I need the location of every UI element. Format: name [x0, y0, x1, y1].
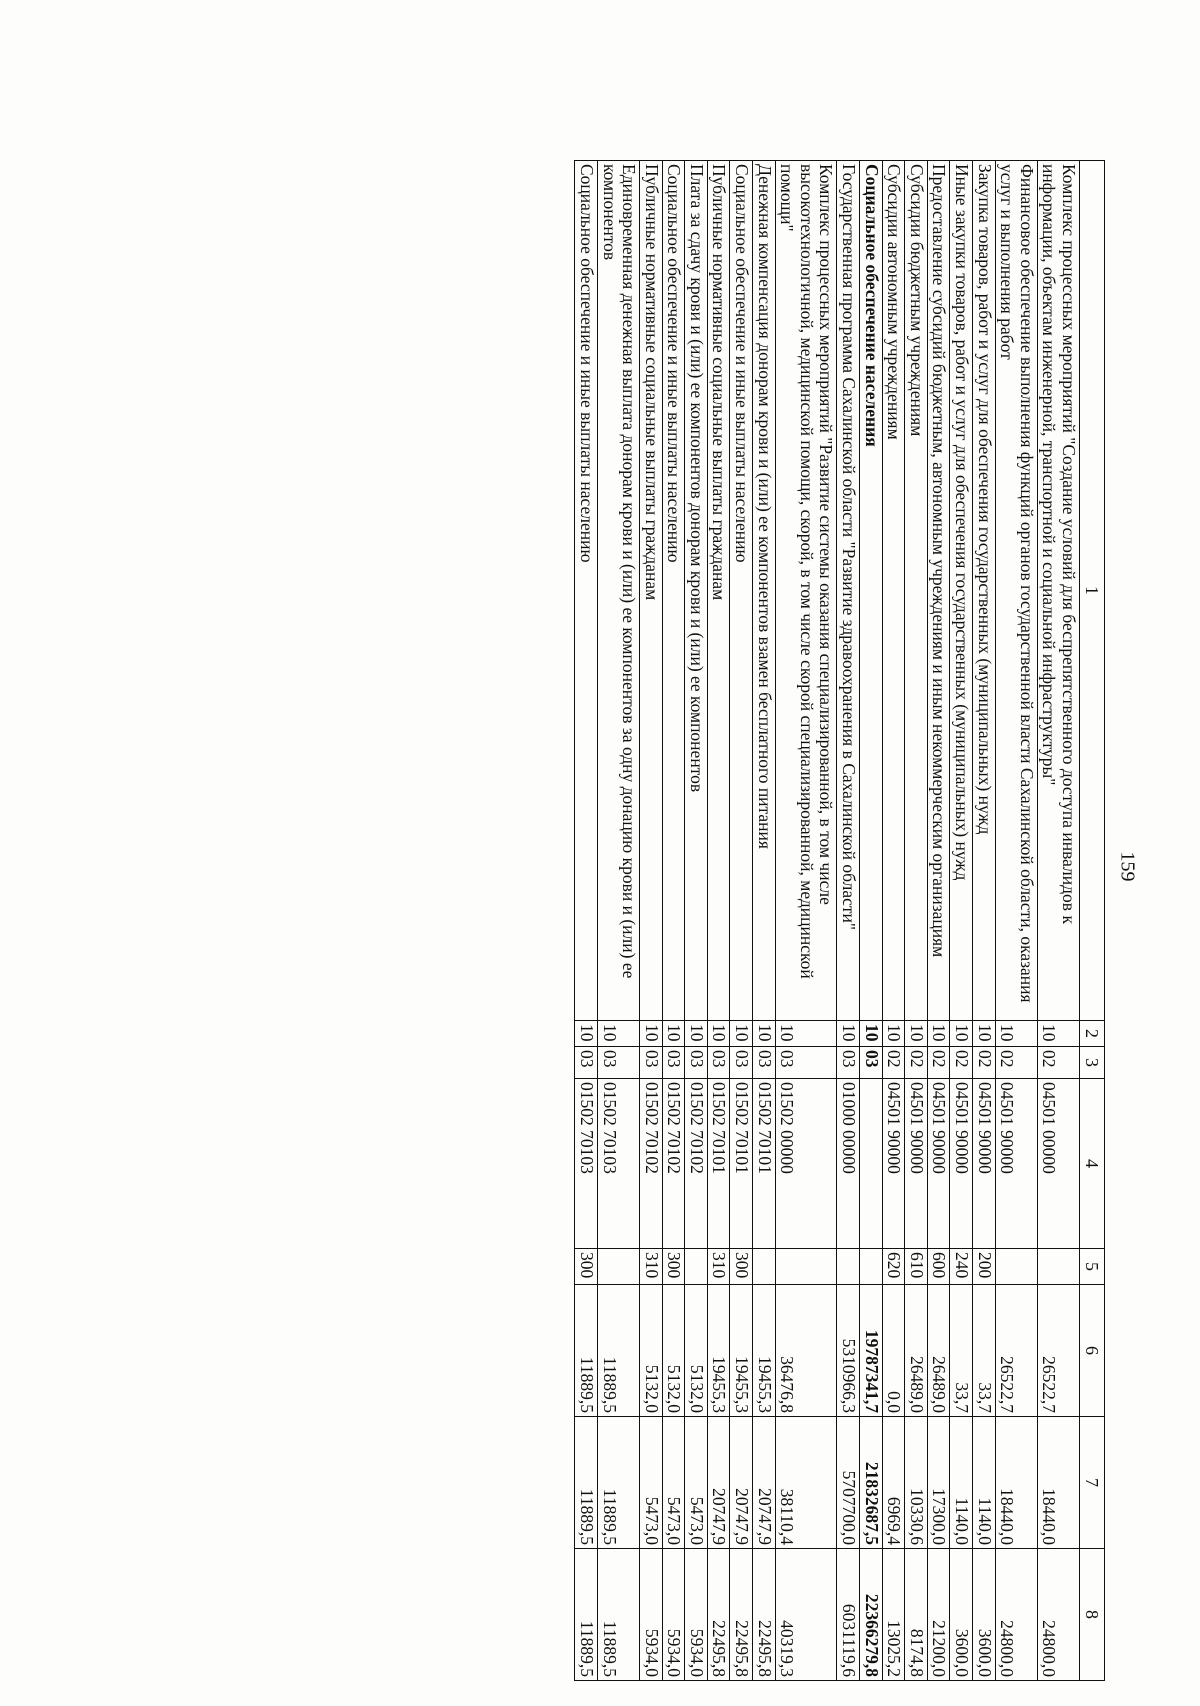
row-subsection-cell: 03: [575, 1047, 598, 1079]
row-expense-type-cell: 620: [882, 1249, 905, 1285]
row-amount-year1-cell: 0,0: [882, 1285, 905, 1417]
header-col-3: 3: [1080, 1047, 1105, 1079]
row-section-cell: 10: [950, 1021, 973, 1047]
row-target-article-cell: 01502 70101: [730, 1079, 753, 1249]
row-amount-year2-cell: 5473,0: [640, 1417, 663, 1549]
row-amount-year3-cell: 11889,5: [575, 1549, 598, 1681]
row-amount-year1-cell: 5132,0: [685, 1285, 708, 1417]
table-row: [685, 161, 708, 1681]
row-amount-year2-cell: 11889,5: [575, 1417, 598, 1549]
row-amount-year1-cell: 19787341,7: [860, 1285, 883, 1417]
row-section-cell: 10: [860, 1021, 883, 1047]
row-section-cell: 10: [730, 1021, 753, 1047]
row-subsection-cell: 02: [973, 1047, 996, 1079]
row-amount-year3-cell: 24800,0: [1037, 1549, 1079, 1681]
row-name-cell: Публичные нормативные социальные выплаты гражданам: [640, 161, 663, 1021]
row-name-cell: Государственная программа Сахалинской области "Развитие здравоохранения в Сахалинской области": [837, 161, 860, 1021]
row-amount-year2-cell: 5473,0: [685, 1417, 708, 1549]
row-section-cell: 10: [707, 1021, 730, 1047]
row-section-cell: 10: [995, 1021, 1037, 1047]
table-row: [905, 161, 928, 1681]
row-amount-year2-cell: 20747,9: [707, 1417, 730, 1549]
page-number: 159: [1116, 851, 1139, 882]
row-amount-year1-cell: 5310966,3: [837, 1285, 860, 1417]
row-expense-type-cell: 610: [905, 1249, 928, 1285]
table-row: [707, 161, 730, 1681]
row-amount-year2-cell: 21832687,5: [860, 1417, 883, 1549]
row-section-cell: 10: [837, 1021, 860, 1047]
row-expense-type-cell: [1037, 1249, 1079, 1285]
row-name-cell: Плата за сдачу крови и (или) ее компонентов донорам крови и (или) ее компонентов: [685, 161, 708, 1021]
table-row: [753, 161, 776, 1681]
row-target-article-cell: 04501 00000: [1037, 1079, 1079, 1249]
row-amount-year3-cell: 22495,8: [707, 1549, 730, 1681]
row-amount-year1-cell: 33,7: [950, 1285, 973, 1417]
row-amount-year3-cell: 3600,0: [950, 1549, 973, 1681]
row-amount-year1-cell: 19455,3: [753, 1285, 776, 1417]
header-col-1: 1: [1080, 161, 1105, 1021]
row-amount-year2-cell: 20747,9: [730, 1417, 753, 1549]
row-section-cell: 10: [775, 1021, 837, 1047]
row-target-article-cell: 01502 70101: [753, 1079, 776, 1249]
table-row: [927, 161, 950, 1681]
row-amount-year1-cell: 5132,0: [662, 1285, 685, 1417]
row-amount-year3-cell: 11889,5: [597, 1549, 639, 1681]
row-amount-year3-cell: 21200,0: [927, 1549, 950, 1681]
row-target-article-cell: 04501 90000: [882, 1079, 905, 1249]
row-amount-year1-cell: 26522,7: [995, 1285, 1037, 1417]
table-row: [950, 161, 973, 1681]
row-expense-type-cell: [860, 1249, 883, 1285]
row-amount-year3-cell: 3600,0: [973, 1549, 996, 1681]
row-amount-year1-cell: 19455,3: [730, 1285, 753, 1417]
row-expense-type-cell: [597, 1249, 639, 1285]
row-section-cell: 10: [640, 1021, 663, 1047]
row-subsection-cell: 03: [640, 1047, 663, 1079]
budget-table: [574, 160, 1105, 1681]
row-name-cell: Иные закупки товаров, работ и услуг для обеспечения государственных (муниципальных) нужд: [950, 161, 973, 1021]
row-name-cell: Социальное обеспечение и иные выплаты населению: [662, 161, 685, 1021]
row-amount-year3-cell: 24800,0: [995, 1549, 1037, 1681]
row-name-cell: Социальное обеспечение и иные выплаты населению: [730, 161, 753, 1021]
table-row: [837, 161, 860, 1681]
row-name-cell: Публичные нормативные социальные выплаты гражданам: [707, 161, 730, 1021]
row-section-cell: 10: [575, 1021, 598, 1047]
table-body: [575, 161, 1080, 1681]
row-target-article-cell: 01502 70102: [685, 1079, 708, 1249]
row-subsection-cell: 02: [905, 1047, 928, 1079]
table-row: [597, 161, 639, 1681]
row-amount-year1-cell: 11889,5: [575, 1285, 598, 1417]
row-name-cell: Закупка товаров, работ и услуг для обеспечения государственных (муниципальных) нужд: [973, 161, 996, 1021]
row-subsection-cell: 02: [995, 1047, 1037, 1079]
row-subsection-cell: 02: [950, 1047, 973, 1079]
header-col-7: 7: [1080, 1417, 1105, 1549]
table-row: [575, 161, 598, 1681]
row-target-article-cell: 04501 90000: [973, 1079, 996, 1249]
row-target-article-cell: 01502 70102: [662, 1079, 685, 1249]
rotated-table-container: [95, 160, 1105, 1680]
row-subsection-cell: 02: [1037, 1047, 1079, 1079]
row-amount-year3-cell: 22495,8: [730, 1549, 753, 1681]
row-amount-year3-cell: 8174,8: [905, 1549, 928, 1681]
row-name-cell: Субсидии автономным учреждениям: [882, 161, 905, 1021]
row-amount-year1-cell: 26489,0: [905, 1285, 928, 1417]
row-name-cell: Единовременная денежная выплата донорам крови и (или) ее компонентов за одну донацию крови и (или) ее компонентов: [597, 161, 639, 1021]
table-row: [995, 161, 1037, 1681]
row-name-cell: Предоставление субсидий бюджетным, автономным учреждениям и иным некоммерческим организациям: [927, 161, 950, 1021]
row-amount-year1-cell: 33,7: [973, 1285, 996, 1417]
row-expense-type-cell: 240: [950, 1249, 973, 1285]
row-amount-year3-cell: 5934,0: [662, 1549, 685, 1681]
row-amount-year2-cell: 1140,0: [950, 1417, 973, 1549]
row-amount-year1-cell: 19455,3: [707, 1285, 730, 1417]
row-amount-year2-cell: 5473,0: [662, 1417, 685, 1549]
row-subsection-cell: 03: [685, 1047, 708, 1079]
row-subsection-cell: 02: [882, 1047, 905, 1079]
row-subsection-cell: 03: [753, 1047, 776, 1079]
row-target-article-cell: 04501 90000: [995, 1079, 1037, 1249]
row-expense-type-cell: 310: [640, 1249, 663, 1285]
row-amount-year3-cell: 40319,3: [775, 1549, 837, 1681]
row-expense-type-cell: 310: [707, 1249, 730, 1285]
row-amount-year3-cell: 13025,2: [882, 1549, 905, 1681]
row-target-article-cell: 01502 70103: [575, 1079, 598, 1249]
row-target-article-cell: 01502 00000: [775, 1079, 837, 1249]
row-subsection-cell: 03: [662, 1047, 685, 1079]
row-section-cell: 10: [905, 1021, 928, 1047]
row-amount-year2-cell: 20747,9: [753, 1417, 776, 1549]
row-subsection-cell: 03: [837, 1047, 860, 1079]
row-subsection-cell: 03: [730, 1047, 753, 1079]
header-row: [1080, 161, 1105, 1681]
table-row: [882, 161, 905, 1681]
row-amount-year1-cell: 26489,0: [927, 1285, 950, 1417]
table-row: [973, 161, 996, 1681]
row-expense-type-cell: [837, 1249, 860, 1285]
row-amount-year2-cell: 18440,0: [995, 1417, 1037, 1549]
row-amount-year2-cell: 17300,0: [927, 1417, 950, 1549]
row-expense-type-cell: 300: [662, 1249, 685, 1285]
row-amount-year3-cell: 22366279,8: [860, 1549, 883, 1681]
row-amount-year2-cell: 18440,0: [1037, 1417, 1079, 1549]
row-expense-type-cell: [685, 1249, 708, 1285]
row-name-cell: Субсидии бюджетным учреждениям: [905, 161, 928, 1021]
row-amount-year2-cell: 38110,4: [775, 1417, 837, 1549]
header-col-4: 4: [1080, 1079, 1105, 1249]
row-section-cell: 10: [597, 1021, 639, 1047]
row-section-cell: 10: [753, 1021, 776, 1047]
header-col-6: 6: [1080, 1285, 1105, 1417]
row-expense-type-cell: 300: [730, 1249, 753, 1285]
row-amount-year3-cell: 6031119,6: [837, 1549, 860, 1681]
table-row: [775, 161, 837, 1681]
row-amount-year2-cell: 10330,6: [905, 1417, 928, 1549]
row-subsection-cell: 03: [707, 1047, 730, 1079]
table-row: [662, 161, 685, 1681]
table-row: [640, 161, 663, 1681]
row-section-cell: 10: [662, 1021, 685, 1047]
row-section-cell: 10: [882, 1021, 905, 1047]
row-amount-year1-cell: 5132,0: [640, 1285, 663, 1417]
row-name-cell: Денежная компенсация донорам крови и (или) ее компонентов взамен бесплатного питания: [753, 161, 776, 1021]
row-section-cell: 10: [685, 1021, 708, 1047]
row-amount-year2-cell: 6969,4: [882, 1417, 905, 1549]
row-target-article-cell: 01000 00000: [837, 1079, 860, 1249]
row-target-article-cell: 04501 90000: [927, 1079, 950, 1249]
row-expense-type-cell: 600: [927, 1249, 950, 1285]
row-expense-type-cell: [753, 1249, 776, 1285]
row-expense-type-cell: [995, 1249, 1037, 1285]
row-subsection-cell: 03: [597, 1047, 639, 1079]
row-section-cell: 10: [1037, 1021, 1079, 1047]
table-row: [1037, 161, 1079, 1681]
row-name-cell: Социальное обеспечение и иные выплаты населению: [575, 161, 598, 1021]
row-name-cell: Финансовое обеспечение выполнения функций органов государственной власти Сахалинской области, оказания услуг и выполнения работ: [995, 161, 1037, 1021]
row-expense-type-cell: 300: [575, 1249, 598, 1285]
row-expense-type-cell: 200: [973, 1249, 996, 1285]
row-amount-year3-cell: 5934,0: [640, 1549, 663, 1681]
row-section-cell: 10: [973, 1021, 996, 1047]
row-name-cell: Комплекс процессных мероприятий "Развитие системы оказания специализированной, в том числе высокотехнологичной, медицинской помощи, скорой, в том числе скорой специализированной, медицинской помощи": [775, 161, 837, 1021]
row-target-article-cell: 01502 70102: [640, 1079, 663, 1249]
row-subsection-cell: 02: [927, 1047, 950, 1079]
row-target-article-cell: 01502 70101: [707, 1079, 730, 1249]
row-subsection-cell: 03: [775, 1047, 837, 1079]
row-amount-year1-cell: 11889,5: [597, 1285, 639, 1417]
header-col-2: 2: [1080, 1021, 1105, 1047]
row-amount-year3-cell: 5934,0: [685, 1549, 708, 1681]
table-row: [860, 161, 883, 1681]
row-amount-year2-cell: 5707700,0: [837, 1417, 860, 1549]
header-col-8: 8: [1080, 1549, 1105, 1681]
row-target-article-cell: 01502 70103: [597, 1079, 639, 1249]
row-amount-year3-cell: 22495,8: [753, 1549, 776, 1681]
row-section-cell: 10: [927, 1021, 950, 1047]
row-name-cell: Социальное обеспечение населения: [860, 161, 883, 1021]
row-amount-year1-cell: 26522,7: [1037, 1285, 1079, 1417]
row-target-article-cell: 04501 90000: [950, 1079, 973, 1249]
row-amount-year2-cell: 1140,0: [973, 1417, 996, 1549]
row-amount-year2-cell: 11889,5: [597, 1417, 639, 1549]
header-col-5: 5: [1080, 1249, 1105, 1285]
row-target-article-cell: 04501 90000: [905, 1079, 928, 1249]
row-expense-type-cell: [775, 1249, 837, 1285]
row-name-cell: Комплекс процессных мероприятий "Создание условий для беспрепятственного доступа инвалидов к информации, объектам инженерной, транспортной и социальной инфраструктуры": [1037, 161, 1079, 1021]
table-row: [730, 161, 753, 1681]
row-amount-year1-cell: 36476,8: [775, 1285, 837, 1417]
row-subsection-cell: 03: [860, 1047, 883, 1079]
row-target-article-cell: [860, 1079, 883, 1249]
